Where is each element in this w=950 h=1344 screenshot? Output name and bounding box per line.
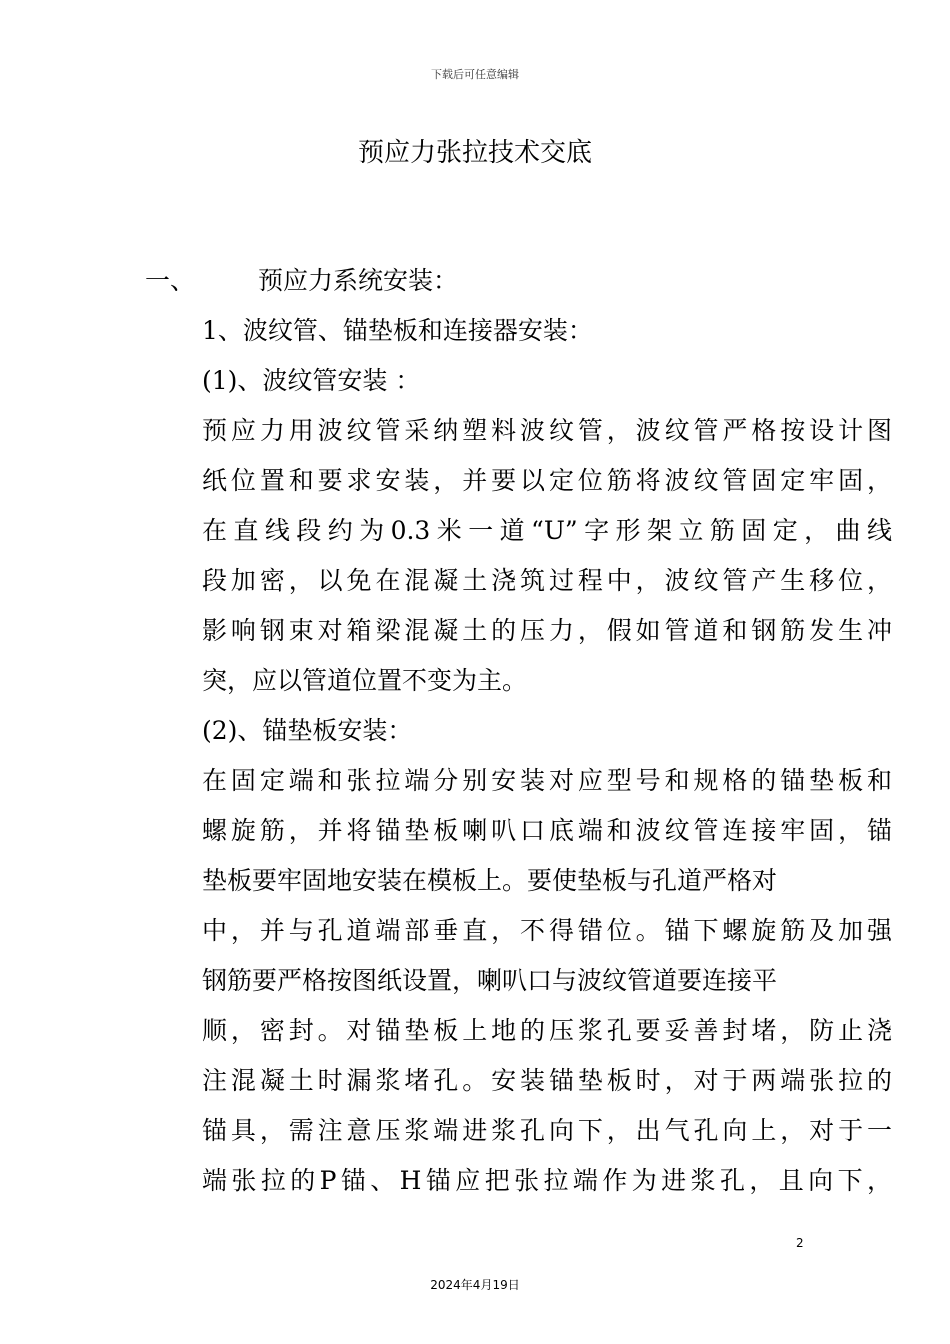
page-number: 2 (796, 1236, 804, 1250)
paragraph-line: 在直线段约为0.3米一道“U”字形架立筋固定，曲线 (202, 516, 892, 545)
paragraph-line: 钢筋要严格按图纸设置，喇叭口与波纹管道要连接平 (202, 966, 778, 995)
item-heading: (2)、锚垫板安装： (202, 716, 413, 745)
paragraph-line: 锚具，需注意压浆端进浆孔向下，出气孔向上，对于一 (202, 1116, 892, 1145)
document-title: 预应力张拉技术交底 (357, 138, 592, 168)
section-number: 一、 (145, 266, 196, 295)
paragraph-line: 突，应以管道位置不变为主。 (202, 666, 528, 695)
paragraph-line: 在固定端和张拉端分别安装对应型号和规格的锚垫板和 (202, 766, 892, 795)
paragraph-line: 端张拉的P锚、H锚应把张拉端作为进浆孔，且向下， (202, 1166, 892, 1195)
paragraph-line: 顺，密封。对锚垫板上地的压浆孔要妥善封堵，防止浇 (202, 1016, 892, 1045)
section-label: 预应力系统安装： (258, 266, 459, 295)
item-heading: (1)、波纹管安装 ： (202, 366, 421, 395)
document-body (202, 306, 892, 1206)
paragraph-line: 垫板要牢固地安装在模板上。要使垫板与孔道严格对 (202, 866, 778, 895)
paragraph-line: 注混凝土时漏浆堵孔。安装锚垫板时，对于两端张拉的 (202, 1066, 892, 1095)
footer-date: 2024年4月19日 (430, 1278, 520, 1292)
subsection-heading: 1、波纹管、锚垫板和连接器安装： (202, 316, 593, 345)
paragraph-line: 预应力用波纹管采纳塑料波纹管，波纹管严格按设计图 (202, 416, 892, 445)
paragraph-line: 螺旋筋，并将锚垫板喇叭口底端和波纹管连接牢固，锚 (202, 816, 892, 845)
paragraph-line: 段加密，以免在混凝土浇筑过程中，波纹管产生移位， (202, 566, 892, 595)
section-heading (145, 256, 905, 306)
header-note: 下载后可任意编辑 (431, 68, 519, 81)
paragraph-line: 影响钢束对箱梁混凝土的压力，假如管道和钢筋发生冲 (202, 616, 892, 645)
paragraph-line: 纸位置和要求安装，并要以定位筋将波纹管固定牢固， (202, 466, 892, 495)
paragraph-line: 中，并与孔道端部垂直，不得错位。锚下螺旋筋及加强 (202, 916, 892, 945)
